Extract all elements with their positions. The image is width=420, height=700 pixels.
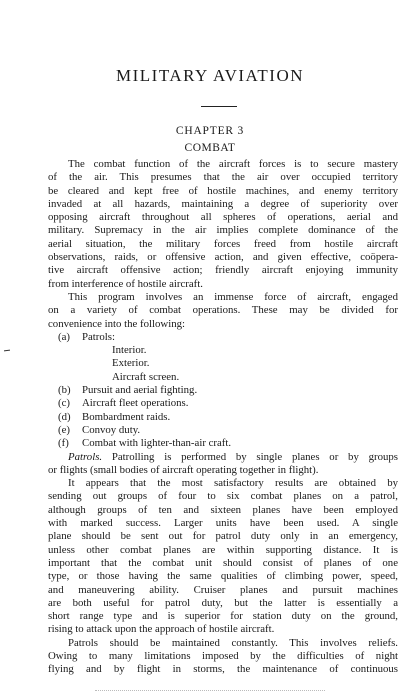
text-line: observations, raids, or offensive action, and given effective, coöpera-: [48, 251, 398, 264]
list-item-f: [48, 437, 398, 450]
text-line: and maneuvering ability. Cruiser planes and pursuit machines: [48, 583, 398, 596]
margin-mark: [4, 350, 10, 352]
list-label: (f): [58, 437, 69, 450]
list-item-a: [48, 331, 398, 344]
text-line: although groups of ten and sixteen planes have been employed: [48, 503, 398, 516]
text-line: It appears that the most satisfactory results are obtained by: [68, 477, 398, 490]
text-line: with marked success. Larger units have been used. A single: [48, 517, 398, 530]
list-subitem: Interior.: [112, 344, 147, 357]
list-label: (b): [58, 384, 71, 397]
title-rule: [201, 106, 237, 107]
chapter-subtitle: COMBAT: [184, 142, 236, 154]
text-line: unless other combat planes are within supporting distance. It is: [48, 543, 398, 556]
section-lead: Patrols.: [68, 450, 103, 463]
text-line: short range type and is superior for station duty on the ground,: [48, 610, 398, 623]
text-line: be cleared and kept free of hostile machines, and enemy territory: [48, 184, 398, 197]
text-line: tive aircraft offensive action; friendly aircraft enjoying immunity: [48, 264, 398, 277]
chapter-heading: CHAPTER 3: [175, 125, 245, 137]
scan-artifact: [95, 690, 325, 693]
text-line: on a variety of combat operations. These may be divided for: [48, 304, 398, 317]
list-item-c: [48, 397, 398, 410]
list-text: Bombardment raids.: [82, 410, 171, 423]
list-label: (d): [58, 410, 71, 423]
list-item-e: [48, 424, 398, 437]
text-line: opposing aircraft throughout all spheres of operations, aerial and: [48, 211, 398, 224]
text-line: Patrols should be maintained constantly. This involves reliefs.: [68, 636, 398, 649]
text-line: [48, 451, 398, 464]
list-text: Pursuit and aerial fighting.: [82, 384, 198, 397]
list-text: Aircraft fleet operations.: [82, 397, 189, 410]
text-line: flying and by flight in storms, the maintenance of continuous: [48, 663, 398, 676]
text-line: The combat function of the aircraft forces is to secure mastery: [68, 158, 398, 170]
text-line: This program involves an immense force of aircraft, engaged: [68, 290, 398, 303]
list-subitem: Aircraft screen.: [112, 370, 180, 383]
text-line: important that the combat unit should consist of planes of one: [48, 556, 398, 569]
list-label: (a): [58, 330, 70, 343]
text-line: from interference of hostile aircraft.: [48, 277, 203, 290]
body-text: [48, 158, 398, 677]
text-run: Patrolling is performed by single planes or by groups: [102, 450, 398, 463]
list-text: Convoy duty.: [82, 423, 141, 436]
running-title: MILITARY AVIATION: [116, 66, 304, 85]
list-text: Combat with lighter-than-air craft.: [82, 437, 232, 450]
text-line: Owing to many limitations imposed by the difficulties of night: [48, 649, 398, 662]
list-label: (c): [58, 397, 70, 410]
text-line: plane should be sent out for patrol duty only in an emergency,: [48, 530, 398, 543]
text-line: of the air. This presumes that the air over occupied territory: [48, 171, 398, 184]
list-label: (e): [58, 423, 70, 436]
list-item-b: [48, 384, 398, 397]
list-subitem: Exterior.: [112, 357, 150, 370]
text-line: aerial situation, the military forces freed from hostile aircraft: [48, 237, 398, 250]
text-line: invaded at all hazards, maintaining a degree of superiority over: [48, 197, 398, 210]
text-line: convenience into the following:: [48, 317, 186, 330]
list-text: Patrols:: [82, 330, 115, 343]
text-line: military. Supremacy in the air implies complete dominance of the: [48, 224, 398, 237]
text-line: or flights (small bodies of aircraft operating together in flight).: [48, 463, 319, 476]
text-line: sending out groups of four to six combat planes on a patrol,: [48, 490, 398, 503]
text-line: are both useful for patrol duty, but the latter is essentially a: [48, 596, 398, 609]
text-line: rising to attack upon the approach of hostile aircraft.: [48, 623, 275, 636]
list-item-d: [48, 411, 398, 424]
text-line: type, or those having the same qualities of climbing power, speed,: [48, 570, 398, 583]
